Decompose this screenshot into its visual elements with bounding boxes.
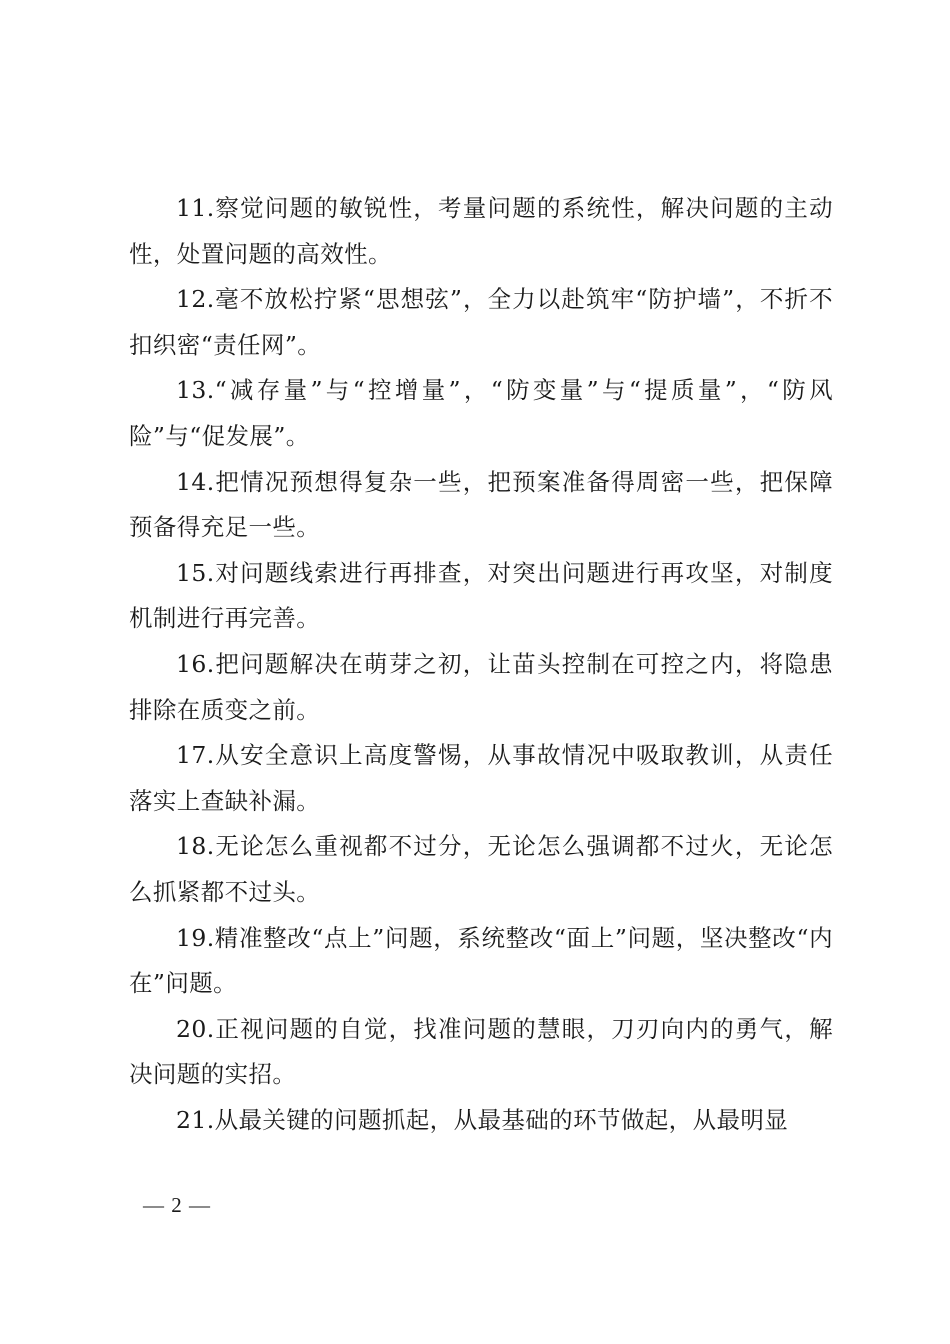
paragraph-13: 13.“减存量”与“控增量”，“防变量”与“提质量”，“防风险”与“促发展”。 (129, 376, 833, 450)
paragraph-17: 17.从安全意识上高度警惕，从事故情况中吸取教训，从责任落实上查缺补漏。 (129, 741, 833, 815)
paragraph-18: 18.无论怎么重视都不过分，无论怎么强调都不过火，无论怎么抓紧都不过头。 (129, 832, 833, 906)
page-number: — 2 — (143, 1193, 211, 1217)
paragraph-12: 12.毫不放松拧紧“思想弦”，全力以赴筑牢“防护墙”，不折不扣织密“责任网”。 (129, 285, 833, 359)
paragraph-14: 14.把情况预想得复杂一些，把预案准备得周密一些，把保障预备得充足一些。 (129, 467, 833, 542)
paragraph-16: 16.把问题解决在萌芽之初，让苗头控制在可控之内，将隐患排除在质变之前。 (129, 649, 833, 724)
document-body (129, 186, 833, 1143)
paragraph-11: 11.察觉问题的敏锐性，考量问题的系统性，解决问题的主动性，处置问题的高效性。 (129, 194, 833, 268)
paragraph-20: 20.正视问题的自觉，找准问题的慧眼，刀刃向内的勇气，解决问题的实招。 (129, 1014, 833, 1089)
paragraph-15: 15.对问题线索进行再排查，对突出问题进行再攻坚，对制度机制进行再完善。 (129, 558, 833, 633)
paragraph-19: 19.精准整改“点上”问题，系统整改“面上”问题，坚决整改“内在”问题。 (129, 923, 833, 998)
paragraph-21: 21.从最关键的问题抓起，从最基础的环节做起，从最明显 (176, 1105, 789, 1134)
